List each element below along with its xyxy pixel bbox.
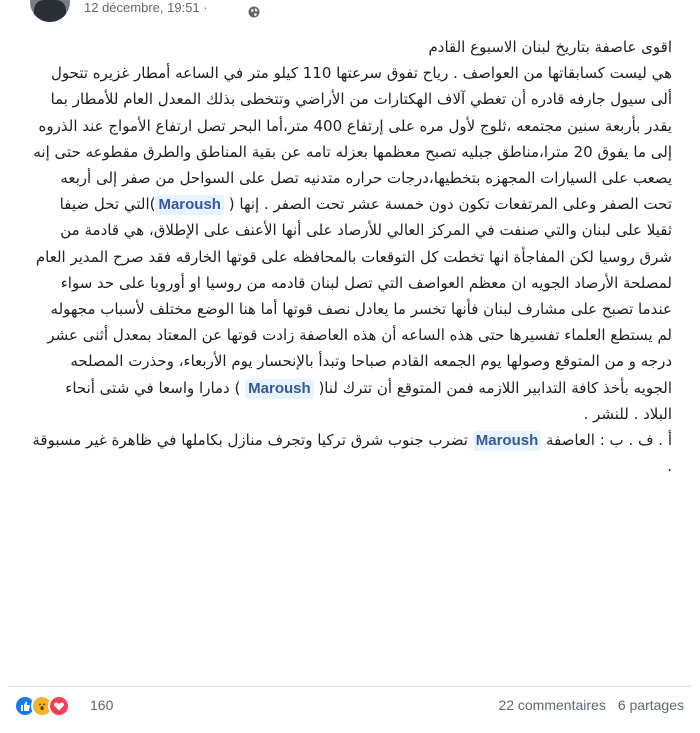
footer-divider [8,686,692,687]
post-title: اقوى عاصفة بتاريخ لبنان الاسبوع القادم [428,38,672,56]
love-reaction-icon [48,695,70,717]
hashtag-link[interactable]: Maroush [473,431,542,451]
shares-link[interactable]: 6 partages [617,697,684,713]
comments-link[interactable]: 22 commentaires [498,697,606,713]
reaction-count[interactable]: 160 [90,697,114,713]
post-text: ) دمارا واسعا في شتى أنحاء البلاد . للنشر . [65,378,672,423]
post-source-line [32,427,672,479]
post-paragraph [32,60,672,427]
post-text: أ . ف . ب : العاصفة [546,431,672,450]
post-text: هي ليست كسابقاتها من العواصف . رياح تفوق سرعتها 110 كيلو متر في الساعه أمطار غزيره تتحول ألى سيول جارفه قادره أن تغطي آلاف الهكتارات من الأراضي وتتخطى بذلك المعدل العام للأمطار بما يقدر بأربعة سنين مجتمعه ،ثلوج لأول مره على إرتفاع 400 متر،أما البحر تصل ارتفاع الأمواج عند الذروه إلى ما يفوق 20 مترا،مناطق جبليه تصبح معظمها بعزله تامه عن بقية المناطق والطرق مقطوعه حتى إنه يصعب على السيارات المجهزه بتخطيها،درجات حراره متدنيه تصل على السواحل من صفر إلى أربعه تحت الصفر وعلى المرتفعات تكون دون خمسة عشر تحت الصفر . إنها ( [33,64,672,214]
post-text: تضرب جنوب شرق تركيا وتجرف منازل بكاملها في ظاهرة غير مسبوقة . [32,431,672,476]
engagement-stats [498,697,684,713]
post-header [0,0,700,24]
avatar[interactable] [30,0,70,22]
hashtag-link[interactable]: Maroush [155,195,224,215]
avatar-suit [34,0,66,22]
globe-icon [248,3,260,22]
hashtag-link[interactable]: Maroush [245,379,314,399]
post-timestamp[interactable]: 12 décembre, 19:51 · [84,0,208,15]
post-body [32,34,672,479]
post-text: )التي تحل ضيفا ثقيلا على لبنان والتي صنفت في المركز العالي للأرصاد على أنها الأعنف على الإطلاق، هي قادمة من شرق روسيا لكن المفاجأة انها تخطت كل التوقعات بالمحافظه على قوتها الخارقه فقد صرح المدير العام لمصلحة الأرصاد الجويه ان معظم العواصف التي تصل لبنان قادمه من روسيا او أوروبا على حد سواء عندما تصبح على مشارف لبنان فأنها تخسر ما يعادل نصف قوتها أما هنا الوضع مختلف لأسباب مجهوله لم يستطع العلماء تفسيرها حتى هذه الساعه أن هذه العاصفة زادت قوتها عن المعتاد بمعدل أثنى عشر درجه و من المتوقع وصولها يوم الجمعه القادم صباحا وتبدأ بالإنحسار يوم الأربعاء، وحذرت المصلحه الجويه بأخذ كافة التدابير اللازمه فمن المتوقع أن تترك لنا( [35,195,672,397]
